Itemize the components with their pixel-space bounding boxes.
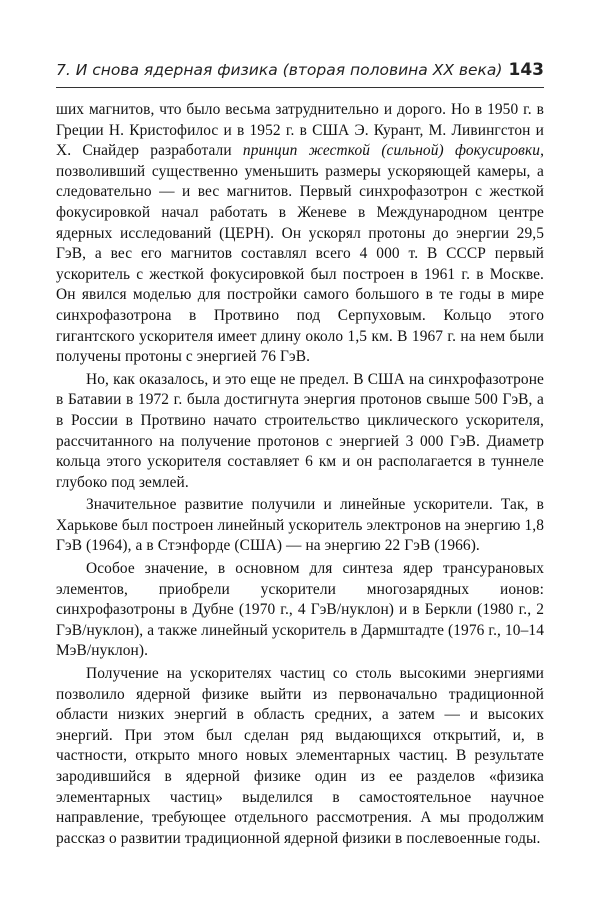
paragraph-1-text-a: ших магнитов, что было весьма затруднительно и дорого. Но в 1950 г. в Греции Н. Кристофилос и в 1952 г. в США Э. Курант, М. Ливингстон и Х. Снайдер разработали xyxy=(56,101,544,160)
paragraph-5 xyxy=(56,664,544,849)
running-head xyxy=(56,60,544,83)
page-number: 143 xyxy=(508,60,544,80)
paragraph-1-term: принцип жесткой (сильной) фокусировки xyxy=(242,142,541,160)
paragraph-2-text: Но, как оказалось, и это еще не предел. В США на синхрофазотроне в Батавии в 1972 г. была достигнута энергия протонов свыше 500 ГэВ, а в России в Протвино начато строительство циклического ускорителя, рассчитанного на получение протонов с энергией 3 000 ГэВ. Диаметр кольца этого ускорителя составляет 6 км и он располагается в туннеле глубоко под землей. xyxy=(56,370,544,491)
paragraph-1-text-b: , позволивший существенно уменьшить размеры ускоряющей камеры, а следовательно — и вес магнитов. Первый синхрофазотрон с жесткой фокусировкой начал работать в Женеве в Международном центре ядерных исследований (ЦЕРН). Он ускорял протоны до энергии 29,5 ГэВ, а вес его магнитов составлял всего 4 000 т. В СССР первый ускоритель с жесткой фокусировкой был построен в 1961 г. в Москве. Он явился моделью для постройки самого большого в те годы в мире синхрофазотрона в Протвино под Серпуховым. Кольцо этого гигантского ускорителя имеет длину около 1,5 км. В 1967 г. на нем были получены протоны с энергией 76 ГэВ. xyxy=(56,142,545,366)
paragraph-4-text: Особое значение, в основном для синтеза ядер трансурановых элементов, приобрели ускорители многозарядных ионов: синхрофазотроны в Дубне (1970 г., 4 ГэВ/нуклон) и в Беркли (1980 г., 2 ГэВ/нуклон), а также линейный ускоритель в Дармштадте (1976 г., 10–14 МэВ/нуклон). xyxy=(56,560,544,660)
paragraph-3-text: Значительное развитие получили и линейные ускорители. Так, в Харькове был построен линейный ускоритель электронов на энергию 1,8 ГэВ (1964), а в Стэнфорде (США) — на энергию 22 ГэВ (1966). xyxy=(56,496,544,555)
paragraph-3 xyxy=(56,495,544,557)
body-text xyxy=(56,100,544,849)
header-rule xyxy=(56,87,544,88)
book-page xyxy=(56,60,544,851)
paragraph-4 xyxy=(56,559,544,662)
paragraph-1 xyxy=(56,100,544,368)
running-title: 7. И снова ядерная физика (вторая половина ХХ века) xyxy=(56,61,503,79)
paragraph-2 xyxy=(56,370,544,494)
paragraph-5-text: Получение на ускорителях частиц со столь высокими энергиями позволило ядерной физике выйти из первоначально традиционной области низких энергий в область средних, а затем — и высоких энергий. При этом был сделан ряд выдающихся открытий, и, в частности, открыто много новых элементарных частиц. В результате зародившийся в ядерной физике один из ее разделов «физика элементарных частиц» выделился в самостоятельное научное направление, требующее отдельного рассмотрения. А мы продолжим рассказ о развитии традиционной ядерной физики в послевоенные годы. xyxy=(56,665,544,847)
